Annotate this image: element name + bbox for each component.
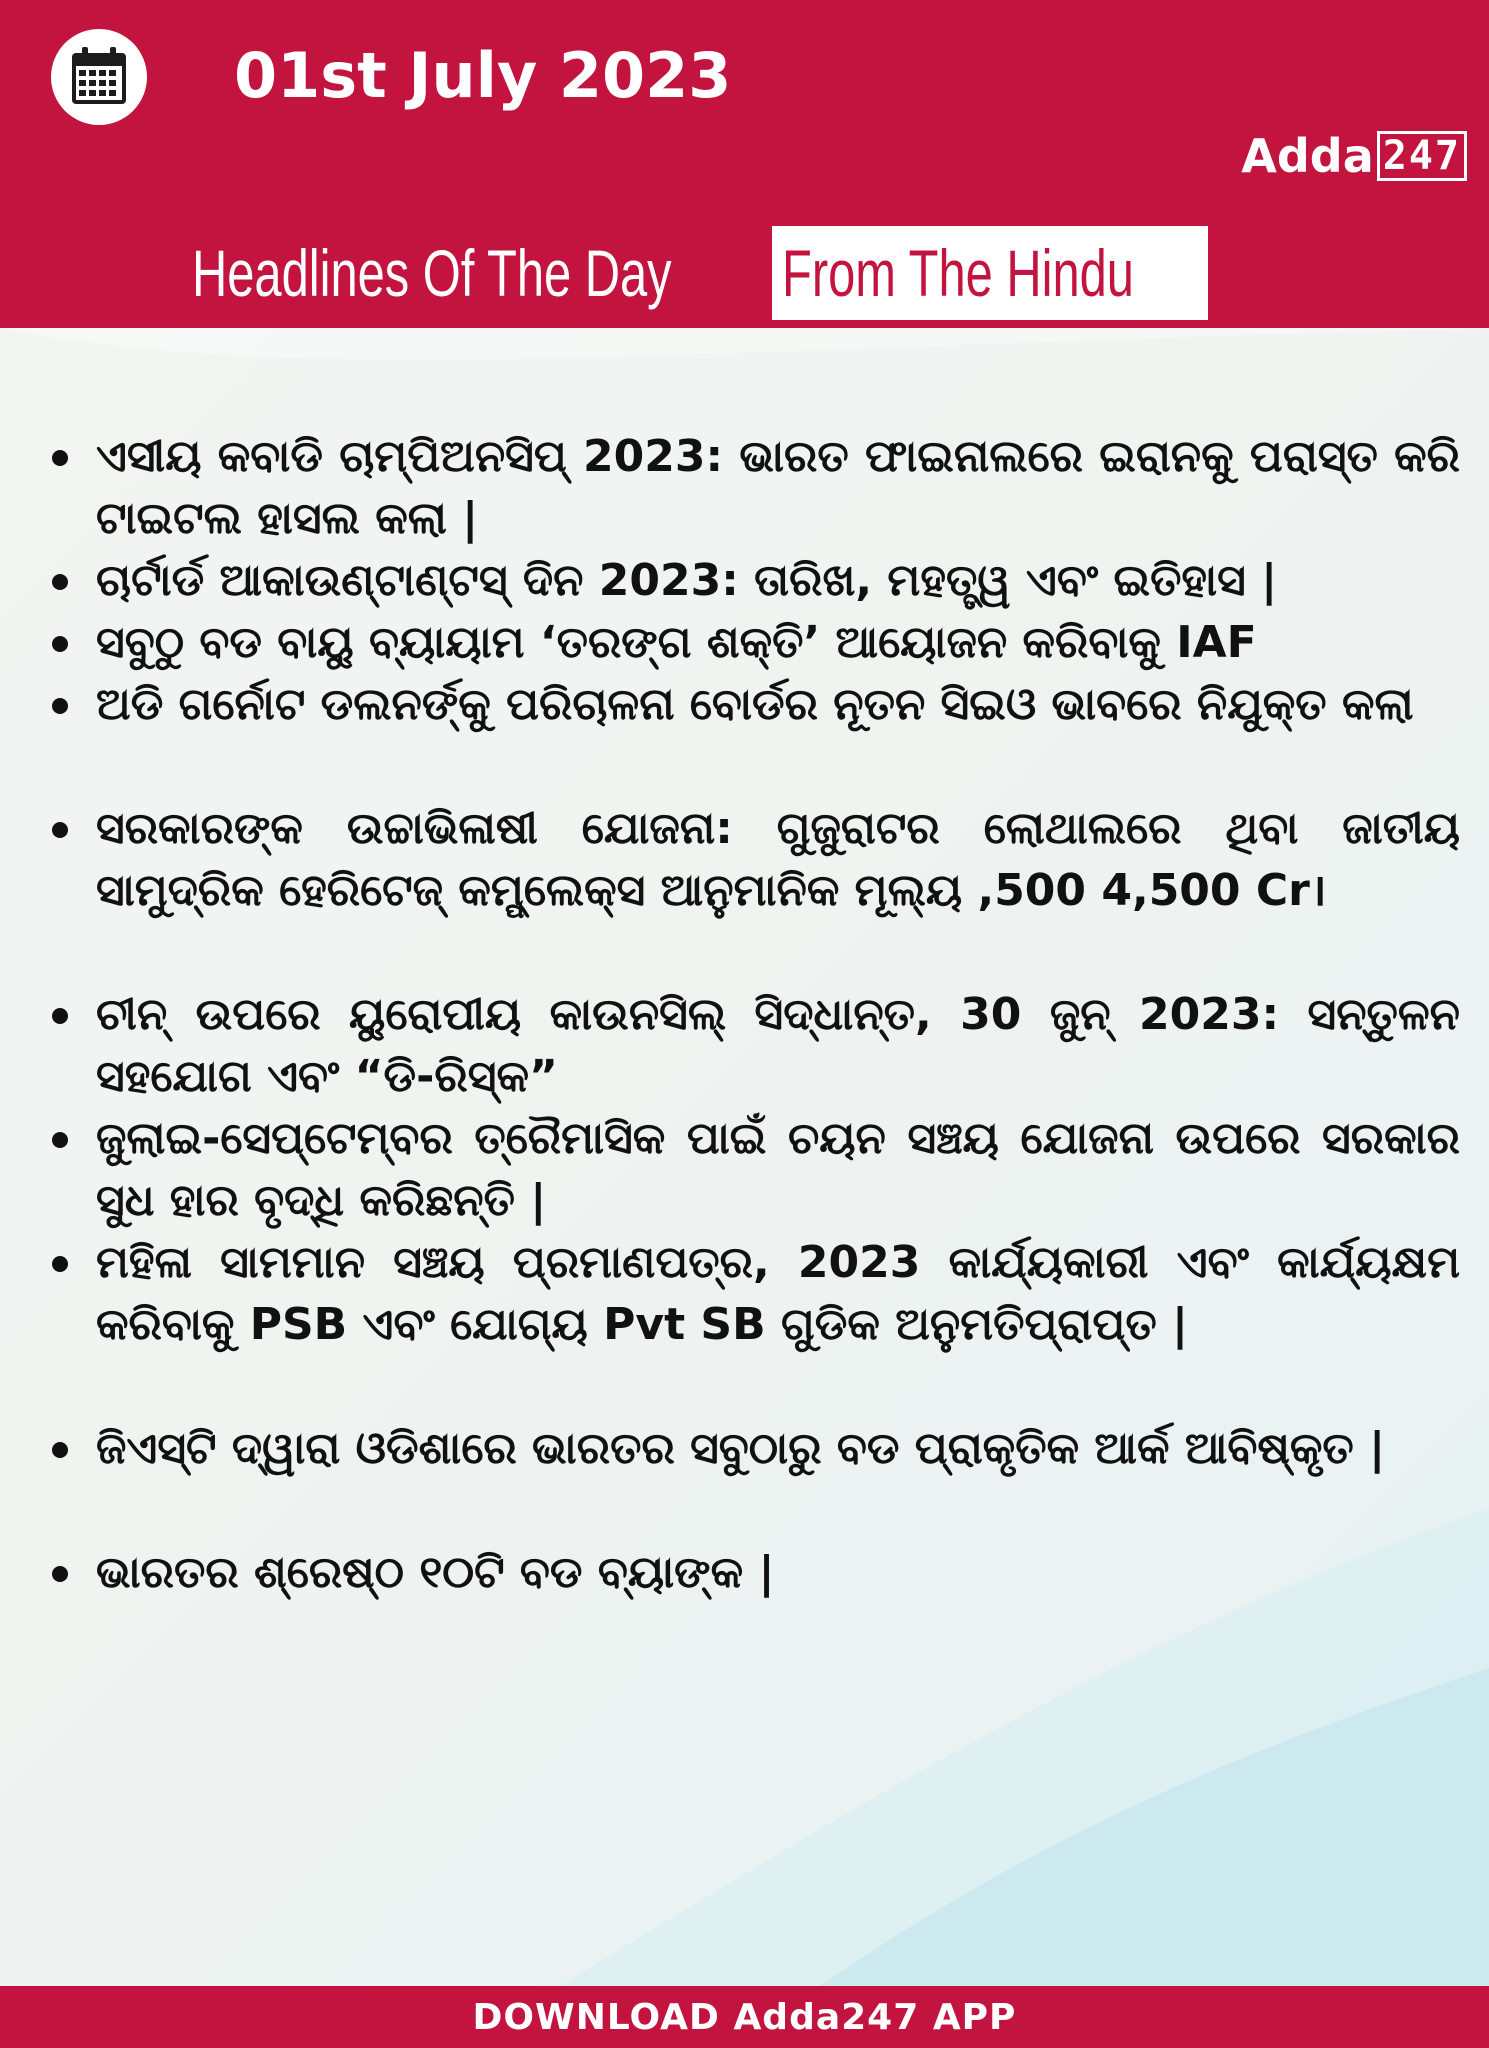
headline-text: ଜିଏସ୍ଟି ଦ୍ୱାରା ଓଡିଶାରେ ଭାରତର ସବୁଠାରୁ ବଡ ପ୍ରାକୃତିକ ଆର୍କ ଆବିଷ୍କୃତ |	[96, 1423, 1386, 1474]
headline-text: ଅଡି ଗର୍ନୋଟ ଡଲନର୍ଙ୍କୁ ପରିଚାଳନା ବୋର୍ଡର ନୂତନ ସିଇଓ ଭାବରେ ନିଯୁକ୍ତ କଲା	[96, 679, 1414, 730]
headline-item	[46, 1542, 1460, 1604]
download-app-label[interactable]: DOWNLOAD Adda247 APP	[472, 1996, 1017, 2038]
bullet-icon	[52, 574, 68, 590]
logo-text-247: 247	[1377, 131, 1467, 181]
headline-item	[46, 798, 1460, 984]
bullet-icon	[52, 698, 68, 714]
header-banner	[0, 0, 1489, 328]
headline-item	[46, 550, 1460, 612]
bullet-icon	[52, 1256, 68, 1272]
headline-text: ମହିଳା ସାମମାନ ସଞ୍ଚୟ ପ୍ରମାଣପତ୍ର, 2023 କାର୍ଯ୍ୟକାରୀ ଏବଂ କାର୍ଯ୍ୟକ୍ଷମ କରିବାକୁ PSB ଏବଂ ଯୋଗ୍ୟ Pvt SB ଗୁଡିକ ଅନୁମତିପ୍ରାପ୍ତ |	[96, 1237, 1460, 1350]
headline-item	[46, 612, 1460, 674]
download-app-banner[interactable]	[0, 1986, 1489, 2048]
bullet-icon	[52, 1008, 68, 1024]
logo-text-adda: Adda	[1241, 129, 1374, 183]
headline-text: ଏସୀୟ କବାଡି ଚାମ୍ପିଅନସିପ୍ 2023: ଭାରତ ଫାଇନାଲରେ ଇରାନକୁ ପରାସ୍ତ କରି ଟାଇଟଲ ହାସଲ କଲା |	[96, 431, 1460, 544]
date-title: 01st July 2023	[234, 39, 732, 112]
headline-text: ଭାରତର ଶ୍ରେଷ୍ଠ ୧୦ଟି ବଡ ବ୍ୟାଙ୍କ |	[96, 1547, 775, 1598]
bullet-icon	[52, 822, 68, 838]
source-label: From The Hindu	[782, 236, 1134, 310]
adda247-logo	[1241, 128, 1467, 184]
headline-text: ଚାର୍ଟାର୍ଡ ଆକାଉଣ୍ଟାଣ୍ଟସ୍ ଦିନ 2023: ତାରିଖ, ମହତ୍ତ୍ୱ ଏବଂ ଇତିହାସ |	[96, 555, 1278, 606]
headline-item	[46, 674, 1460, 798]
headline-item	[46, 984, 1460, 1108]
headline-text: ସରକାରଙ୍କ ଉଚ୍ଚାଭିଳାଷୀ ଯୋଜନା: ଗୁଜୁରାଟର ଲୋଥାଲରେ ଥିବା ଜାତୀୟ ସାମୁଦ୍ରିକ ହେରିଟେଜ୍ କମ୍ପ୍ଲେକ୍ସ ଆନୁମାନିକ ମୂଲ୍ୟ ,500 4,500 Cr।	[96, 803, 1460, 916]
bullet-icon	[52, 1566, 68, 1582]
calendar-icon	[69, 45, 129, 107]
headline-text: ସବୁଠୁ ବଡ ବାୟୁ ବ୍ୟାୟାମ ‘ତରଙ୍ଗ ଶକ୍ତି’ ଆୟୋଜନ କରିବାକୁ IAF	[96, 617, 1257, 668]
headlines-panel	[0, 328, 1489, 1986]
bullet-icon	[52, 636, 68, 652]
headline-item	[46, 1232, 1460, 1418]
bullet-icon	[52, 450, 68, 466]
headline-item	[46, 1418, 1460, 1542]
headline-item	[46, 1108, 1460, 1232]
source-badge	[772, 226, 1208, 320]
bullet-icon	[52, 1132, 68, 1148]
headline-item	[46, 426, 1460, 550]
headline-list	[46, 426, 1460, 1604]
headline-text: ଚୀନ୍ ଉପରେ ୟୁରୋପୀୟ କାଉନସିଲ୍ ସିଦ୍ଧାନ୍ତ, 30 ଜୁନ୍ 2023: ସନ୍ତୁଳନ ସହଯୋଗ ଏବଂ “ଡି-ରିସ୍କ”	[96, 989, 1460, 1102]
headline-text: ଜୁଲାଇ-ସେପ୍ଟେମ୍ବର ତ୍ରୈମାସିକ ପାଇଁ ଚୟନ ସଞ୍ଚୟ ଯୋଜନା ଉପରେ ସରକାର ସୁଧ ହାର ବୃଦ୍ଧି କରିଛନ୍ତି |	[96, 1113, 1460, 1226]
calendar-badge	[51, 29, 147, 125]
headlines-label: Headlines Of The Day	[192, 236, 672, 310]
bullet-icon	[52, 1442, 68, 1458]
headline-row	[192, 226, 1208, 320]
